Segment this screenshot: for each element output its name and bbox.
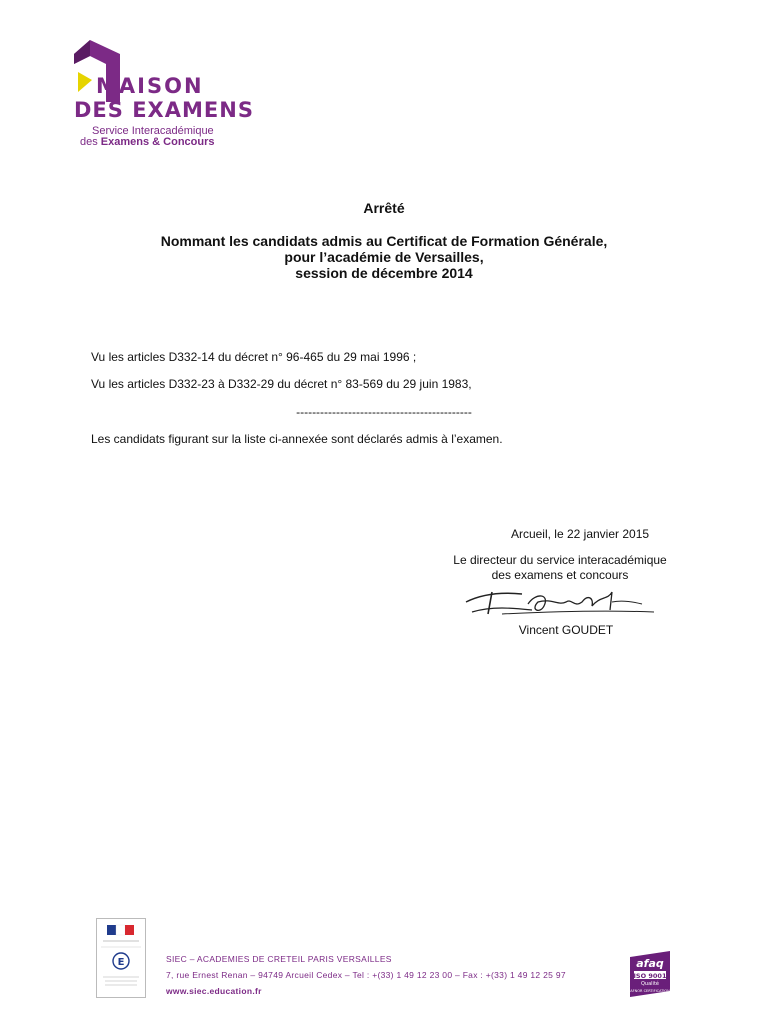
paragraph-declaration: Les candidats figurant sur la liste ci-annexée sont déclarés admis à l’examen. (91, 432, 503, 446)
logo-subtitle-prefix: des (80, 136, 101, 148)
dashed-separator: -------------------------------------------- (296, 405, 472, 419)
handwritten-signature (462, 584, 658, 618)
svg-text:Qualité: Qualité (641, 981, 659, 987)
paragraph-decree-1996: Vu les articles D332-14 du décret n° 96-465 du 29 mai 1996 ; (91, 350, 417, 364)
place-and-date: Arcueil, le 22 janvier 2015 (510, 527, 650, 541)
signatory-role-line1: Le directeur du service interacadémique (453, 553, 667, 567)
republique-francaise-logo-icon (96, 918, 146, 998)
paragraph-decree-1983: Vu les articles D332-23 à D332-29 du décret n° 83-569 du 29 juin 1983, (91, 377, 472, 391)
svg-text:ISO 9001: ISO 9001 (633, 972, 667, 980)
logo-subtitle-bold: Examens & Concours (100, 136, 215, 148)
document-heading: Arrêté (363, 200, 405, 216)
signatory-name: Vincent GOUDET (518, 623, 614, 637)
document-title-line1: Nommant les candidats admis au Certificat de Formation Générale, (160, 233, 608, 249)
afaq-certification-logo-icon (626, 951, 674, 997)
svg-text:AFNOR CERTIFICATION: AFNOR CERTIFICATION (630, 989, 670, 993)
logo-title-line2: DES EXAMENS (74, 98, 254, 122)
logo-subtitle-line1: Service Interacadémique (92, 125, 214, 137)
svg-text:afaq: afaq (636, 957, 664, 970)
footer-website-link[interactable]: www.siec.education.fr (166, 986, 262, 996)
logo-subtitle-line2 (80, 136, 215, 148)
document-title-line2: pour l’académie de Versailles, (284, 249, 484, 265)
document-title-line3: session de décembre 2014 (295, 265, 473, 281)
svg-text:E: E (117, 957, 125, 968)
footer-organisation: SIEC – ACADEMIES DE CRETEIL PARIS VERSAILLES (166, 954, 392, 964)
signatory-role-line2: des examens et concours (491, 568, 629, 582)
logo-title-line1: MAISON (96, 74, 204, 98)
footer-address: 7, rue Ernest Renan – 94749 Arcueil Cedex – Tel : +(33) 1 49 12 23 00 – Fax : +(33) 1 49 12 25 97 (166, 970, 566, 980)
